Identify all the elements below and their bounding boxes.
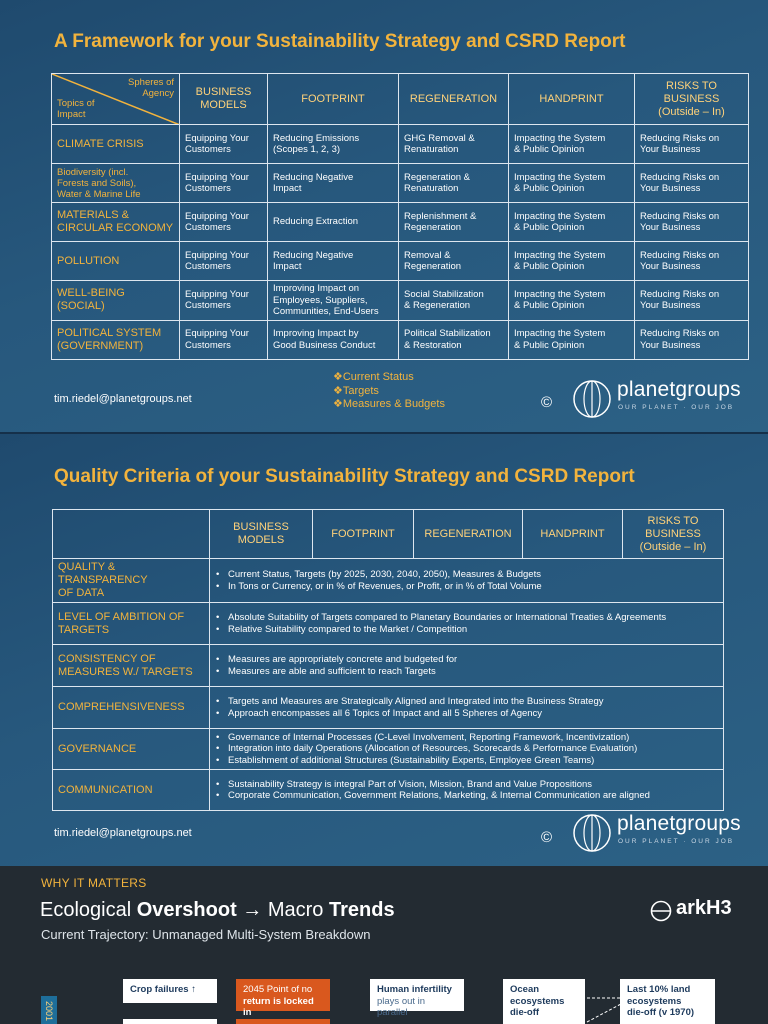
table-row bbox=[52, 203, 749, 242]
bullet-item: • Targets and Measures are Strategically Aligned and Integrated into the Business Strategy bbox=[216, 696, 723, 708]
brand-name: planetgroups bbox=[617, 378, 741, 401]
slide-title: Quality Criteria of your Sustainability Strategy and CSRD Report bbox=[54, 466, 635, 487]
overshoot-slide bbox=[0, 866, 768, 1024]
quality-criteria-slide bbox=[0, 432, 768, 866]
bullet-item: • Integration into daily Operations (Allocation of Resources, Scorecards & Performance Evaluation) bbox=[216, 743, 723, 755]
framework-body bbox=[52, 125, 749, 360]
table-cell: Impacting the System & Public Opinion bbox=[509, 242, 635, 281]
table-cell: Improving Impact on Employees, Suppliers, Communities, End-Users bbox=[268, 281, 399, 321]
year-tag: 2001 bbox=[41, 996, 57, 1024]
contact-email[interactable]: tim.riedel@planetgroups.net bbox=[54, 393, 192, 405]
bullet-list bbox=[210, 612, 723, 635]
planet-icon bbox=[572, 813, 612, 853]
brand-name: arkH3 bbox=[676, 897, 732, 919]
brand-tagline: OUR PLANET · OUR JOB bbox=[618, 838, 735, 845]
table-row bbox=[52, 242, 749, 281]
bullet-item: • Relative Suitability compared to the Market / Competition bbox=[216, 624, 723, 636]
bullet-list bbox=[210, 654, 723, 677]
topic-label: POLLUTION bbox=[52, 242, 180, 281]
box-text bbox=[243, 996, 323, 1019]
bullet-item: • Current Status, Targets (by 2025, 2030, 2040, 2050), Measures & Budgets bbox=[216, 569, 723, 581]
bullet-list bbox=[210, 732, 723, 767]
topic-label: Biodiversity (incl. Forests and Soils), Water & Marine Life bbox=[52, 164, 180, 203]
section-kicker: WHY IT MATTERS bbox=[41, 876, 147, 890]
bullet-item: • Measures are able and sufficient to reach Targets bbox=[216, 666, 723, 678]
header-business-models: BUSINESS MODELS bbox=[210, 510, 313, 559]
box-text: ecosystems bbox=[627, 995, 682, 1007]
criterion-details bbox=[210, 559, 724, 603]
table-cell: Impacting the System & Public Opinion bbox=[509, 203, 635, 242]
header-regeneration: REGENERATION bbox=[399, 74, 509, 125]
table-cell: Equipping Your Customers bbox=[180, 281, 268, 321]
table-row bbox=[52, 164, 749, 203]
header-row bbox=[52, 74, 749, 125]
table-cell: Impacting the System & Public Opinion bbox=[509, 281, 635, 321]
table-row bbox=[53, 603, 724, 645]
planetgroups-logo bbox=[572, 812, 762, 856]
bullet-item: • Corporate Communication, Government Relations, Marketing, & Internal Communication are aligned bbox=[216, 790, 723, 802]
header-risks: RISKS TO BUSINESS (Outside – In) bbox=[623, 510, 724, 559]
table-cell: Removal & Regeneration bbox=[399, 242, 509, 281]
topic-label: CLIMATE CRISIS bbox=[52, 125, 180, 164]
table-cell: Political Stabilization & Restoration bbox=[399, 320, 509, 359]
header-risks: RISKS TO BUSINESS (Outside – In) bbox=[635, 74, 749, 125]
empty-corner-cell bbox=[53, 510, 210, 559]
copyright-symbol: © bbox=[541, 829, 553, 846]
table-cell: Reducing Risks on Your Business bbox=[635, 203, 749, 242]
criterion-label: LEVEL OF AMBITION OF TARGETS bbox=[53, 603, 210, 645]
human-infertility-box bbox=[370, 979, 464, 1018]
table-cell: Reducing Extraction bbox=[268, 203, 399, 242]
criterion-label: CONSISTENCY OF MEASURES W./ TARGETS bbox=[53, 645, 210, 687]
header-handprint: HANDPRINT bbox=[509, 74, 635, 125]
table-cell: Reducing Risks on Your Business bbox=[635, 164, 749, 203]
table-row bbox=[53, 559, 724, 603]
point-of-no-return-box bbox=[236, 979, 330, 1018]
bullet-list bbox=[210, 569, 723, 592]
ocean-ecosystems-box bbox=[503, 979, 585, 1024]
planet-icon bbox=[572, 379, 612, 419]
bullet-item: • Governance of Internal Processes (C-Level Involvement, Reporting Framework, Incentivization) bbox=[216, 732, 723, 744]
slide-title bbox=[40, 899, 395, 922]
table-cell: Improving Impact by Good Business Conduct bbox=[268, 320, 399, 359]
box-text: plays out in parallel bbox=[377, 995, 426, 1018]
table-row bbox=[52, 281, 749, 321]
flow-box bbox=[123, 1019, 217, 1024]
table-cell: Replenishment & Regeneration bbox=[399, 203, 509, 242]
criteria-body bbox=[53, 559, 724, 811]
header-footprint: FOOTPRINT bbox=[313, 510, 414, 559]
box-text: Human infertility bbox=[377, 984, 452, 995]
topics-of-impact-label: Topics of Impact bbox=[57, 98, 95, 120]
box-text: Last 10% land bbox=[627, 984, 691, 995]
header-handprint: HANDPRINT bbox=[523, 510, 623, 559]
box-text: die-off (v 1970) bbox=[627, 1007, 695, 1018]
bullet-list bbox=[210, 779, 723, 802]
bullet-list bbox=[210, 696, 723, 719]
crop-failures-box bbox=[123, 979, 217, 1003]
topic-label: POLITICAL SYSTEM (GOVERNMENT) bbox=[52, 320, 180, 359]
flow-box bbox=[236, 1019, 330, 1024]
bullet-item: • Approach encompasses all 6 Topics of Impact and all 5 Spheres of Agency bbox=[216, 708, 723, 720]
table-cell: Social Stabilization & Regeneration bbox=[399, 281, 509, 321]
criterion-details bbox=[210, 603, 724, 645]
table-cell: Reducing Risks on Your Business bbox=[635, 320, 749, 359]
dashed-connector bbox=[585, 984, 623, 1024]
criterion-label: COMPREHENSIVENESS bbox=[53, 687, 210, 729]
table-cell: Reducing Negative Impact bbox=[268, 242, 399, 281]
table-cell: Reducing Risks on Your Business bbox=[635, 242, 749, 281]
table-row bbox=[53, 770, 724, 811]
table-row bbox=[52, 125, 749, 164]
legend-item: ❖Current Status bbox=[333, 371, 414, 383]
title-part: Overshoot bbox=[136, 899, 237, 921]
criterion-details bbox=[210, 645, 724, 687]
contact-email[interactable]: tim.riedel@planetgroups.net bbox=[54, 827, 192, 839]
table-cell: Equipping Your Customers bbox=[180, 125, 268, 164]
table-cell: Reducing Risks on Your Business bbox=[635, 281, 749, 321]
table-cell: Reducing Negative Impact bbox=[268, 164, 399, 203]
brand-tagline: OUR PLANET · OUR JOB bbox=[618, 404, 735, 411]
table-row bbox=[53, 687, 724, 729]
criterion-label: COMMUNICATION bbox=[53, 770, 210, 811]
table-cell: Equipping Your Customers bbox=[180, 320, 268, 359]
table-cell: Reducing Risks on Your Business bbox=[635, 125, 749, 164]
brand-name: planetgroups bbox=[617, 812, 741, 835]
topic-label: MATERIALS & CIRCULAR ECONOMY bbox=[52, 203, 180, 242]
title-part: → Macro bbox=[236, 899, 329, 921]
criterion-details bbox=[210, 729, 724, 770]
title-part: Ecological bbox=[40, 899, 137, 921]
table-cell: GHG Removal & Renaturation bbox=[399, 125, 509, 164]
criterion-details bbox=[210, 687, 724, 729]
table-row bbox=[53, 645, 724, 687]
corner-cell bbox=[52, 74, 180, 125]
header-regeneration: REGENERATION bbox=[414, 510, 523, 559]
framework-slide bbox=[0, 0, 768, 432]
copyright-symbol: © bbox=[541, 394, 553, 411]
bullet-item: • Measures are appropriately concrete and budgeted for bbox=[216, 654, 723, 666]
framework-table bbox=[51, 73, 749, 360]
table-cell: Equipping Your Customers bbox=[180, 164, 268, 203]
criteria-table bbox=[52, 509, 724, 811]
box-text: Ocean bbox=[510, 984, 540, 995]
table-cell: Reducing Emissions (Scopes 1, 2, 3) bbox=[268, 125, 399, 164]
bullet-item: • Establishment of additional Structures (Sustainability Experts, Employee Green Teams) bbox=[216, 755, 723, 767]
box-text: return is locked in bbox=[243, 995, 314, 1018]
title-part: Trends bbox=[329, 899, 395, 921]
criterion-label: QUALITY & TRANSPARENCY OF DATA bbox=[53, 559, 210, 603]
legend-item: ❖Targets bbox=[333, 384, 379, 397]
legend-item: ❖Measures & Budgets bbox=[333, 398, 445, 410]
box-text: Crop failures ↑ bbox=[130, 984, 196, 995]
table-cell: Equipping Your Customers bbox=[180, 203, 268, 242]
table-cell: Impacting the System & Public Opinion bbox=[509, 125, 635, 164]
planetgroups-logo bbox=[572, 378, 762, 422]
bullet-item: • Absolute Suitability of Targets compared to Planetary Boundaries or International Treaties & Agreements bbox=[216, 612, 723, 624]
slide-title: A Framework for your Sustainability Strategy and CSRD Report bbox=[54, 31, 626, 52]
bullet-item: • Sustainability Strategy is integral Part of Vision, Mission, Brand and Value Propositions bbox=[216, 779, 723, 791]
table-cell: Equipping Your Customers bbox=[180, 242, 268, 281]
table-row bbox=[52, 320, 749, 359]
box-text: 2045 Point of no bbox=[243, 984, 313, 995]
table-cell: Regeneration & Renaturation bbox=[399, 164, 509, 203]
box-text: die-off bbox=[510, 1007, 540, 1018]
header-business-models: BUSINESS MODELS bbox=[180, 74, 268, 125]
bullet-item: • In Tons or Currency, or in % of Revenues, or Profit, or in % of Total Volume bbox=[216, 581, 723, 593]
criterion-details bbox=[210, 770, 724, 811]
land-ecosystems-box bbox=[620, 979, 715, 1024]
header-footprint: FOOTPRINT bbox=[268, 74, 399, 125]
table-cell: Impacting the System & Public Opinion bbox=[509, 164, 635, 203]
arkh3-icon bbox=[650, 900, 672, 922]
box-text: ecosystems bbox=[510, 995, 565, 1007]
table-row bbox=[53, 729, 724, 770]
table-cell: Impacting the System & Public Opinion bbox=[509, 320, 635, 359]
criterion-label: GOVERNANCE bbox=[53, 729, 210, 770]
slide-subtitle: Current Trajectory: Unmanaged Multi-System Breakdown bbox=[41, 927, 371, 942]
legend bbox=[333, 371, 445, 412]
topic-label: WELL-BEING (SOCIAL) bbox=[52, 281, 180, 321]
spheres-of-agency-label: Spheres of Agency bbox=[128, 77, 174, 99]
header-row bbox=[53, 510, 724, 559]
